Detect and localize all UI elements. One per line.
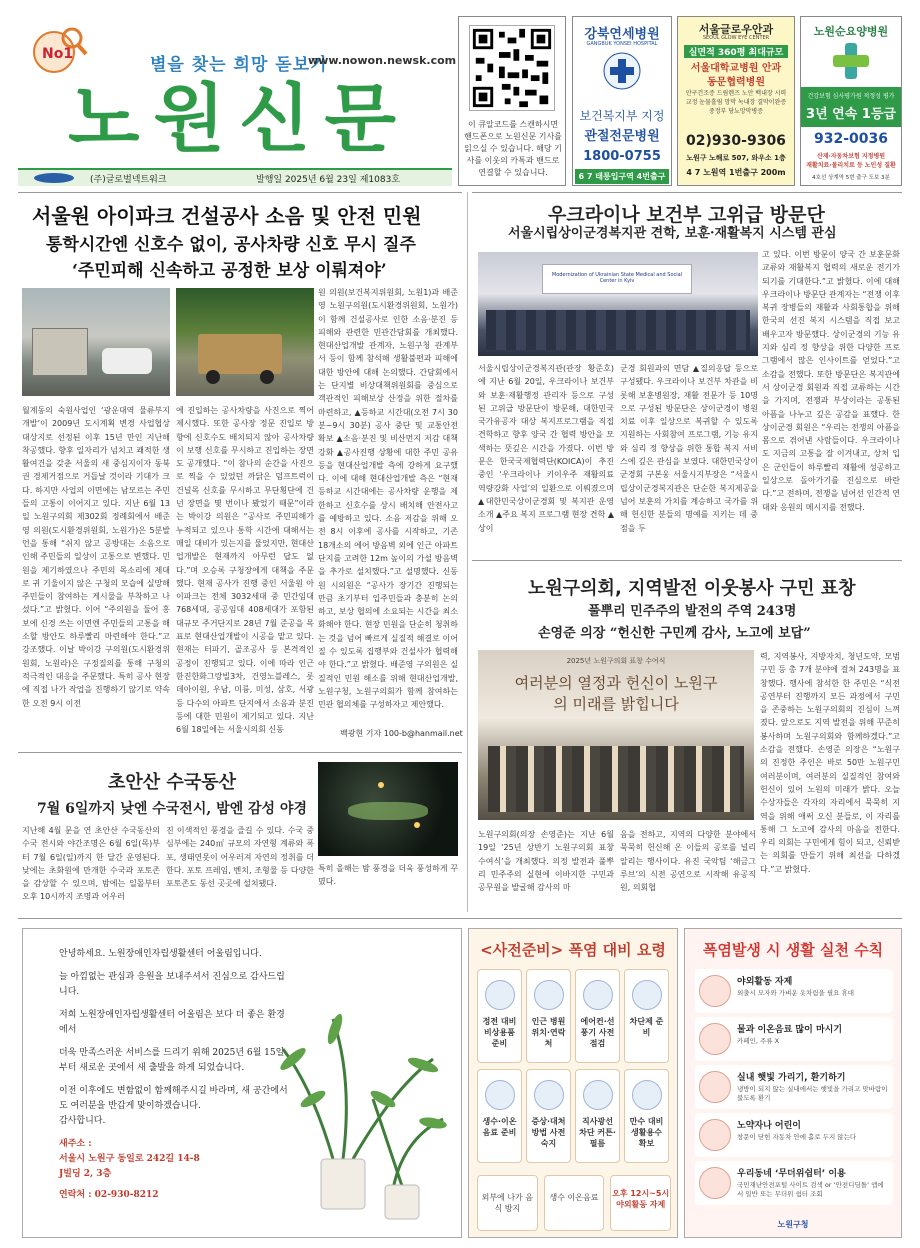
article3-photo-banner: Modernization of Ukrainian State Medical and Social Center in Kyiv [551, 272, 683, 284]
ad2-sub: SEOUL GLOW EYE CENTER [702, 35, 770, 41]
heat1-foot-2: 생수 이온음료 [544, 1175, 605, 1231]
heat1-tile-label: 만수 대비 생활용수 확보 [629, 1117, 664, 1148]
article3-column-2: 군경 회원과의 면담 ▲질의응답 등으로 구성됐다. 우크라이나 보건부 차관을 비롯해 보훈병원장, 재활 전문가 등 10명으로 구성된 방문단은 상이군경이 병원 치료 이후 일상으로 복귀할 수 있도록 지원하는 사회참여 프로그램, 기능 유지와 심리 정 향상을 위한 통합 복지 서비스에 깊은 관심을 보였다. 대한민국상이군경회 구본웅 서울시지부장은 “서울시립상이군경복지관은 단순한 복지제공을 넘어 보훈의 가치를 계승하고 국가를 위해 헌신한 분들의 명예를 지키는 데 중점을 두 [620, 364, 758, 533]
heat1-tile-icon [485, 1080, 515, 1110]
heat2-item-desc: 냉방이 되지 않는 실내에서는 햇빛을 가리고 맞바람이 불도록 환기 [737, 1085, 888, 1102]
ad3-phone: 932-0036 [814, 131, 888, 147]
medical-cross-icon [603, 51, 641, 91]
heat1-foot-1: 외부에 나가 음식 방지 [477, 1175, 538, 1231]
ad3-detail: 산재·자동차보험 지정병원 [816, 153, 886, 160]
article3-column-3: 고 있다. 이번 방문이 양국 간 보훈문화 교류와 재활복지 협력의 새로운 전기가 되기를 기대한다.”고 밝혔다. 이에 대해 우크라이나 방문단 관계자는 “전쟁 이후 복귀 장병들의 재활과 사회통합을 위해 한국의 선진 복지 시스템을 직접 보고 배우고자 방문했다. 상이군경의 기능 유지와 심리 정 향상을 위한 다양한 프로그램에서 많은 인사이트를 얻었다.”고 소감을 전했다. 또한 방문단은 복지관에서 상이군경 회원과 직접 교류하는 시간을 가지며, 전쟁과 부상이라는 공통된 아픔을 나누고 깊은 공감을 표했다. 한 상이군경 회원은 “우리는 전쟁의 아픔을 몸으로 겪어낸 사람들이다. 우크라이나도 지금의 고통을 잘 이겨내고, 상처 입은 군인들이 하루빨리 재활에 성공하고 일상으로 돌아가기를 진심으로 바란다.”고 전하며, 전쟁을 넘어선 인간적 연대와 응원의 메시지를 전했다. [762, 250, 900, 512]
heat2-item-list [695, 969, 893, 1209]
ad2-detail: 안구건조증 드림렌즈 노안 백내장 시력교정 눈물흘림 망막 녹내장 결막이완증 중정부 당뇨망막병증 [685, 90, 787, 115]
article1-subheadline-2: ‘주민피해 신속하고 공정한 보상 이뤄져야’ [72, 261, 387, 281]
article3-subheadline: 서울시립상이군경복지관 견학, 보훈·재활복지 시스템 관심 [508, 226, 837, 241]
divider [472, 192, 902, 193]
heat1-tile-icon [632, 1080, 662, 1110]
notice-paragraph-3: 더욱 만족스러운 서비스를 드리기 위해 2025년 6월 15일부터 새로운 곳에서 새 출발을 하게 되었습니다. [59, 1048, 285, 1073]
article1-byline: 백광현 기자 100-b@hanmail.net [340, 729, 463, 738]
heat1-footer [477, 1175, 671, 1231]
article1-headline[interactable]: 서울원 아이파크 건설공사 소음 및 안전 민원 [32, 204, 422, 228]
article2-headline[interactable]: 초안산 수국동산 [108, 772, 236, 793]
notice-paragraph-1: 늘 아낌없는 관심과 응원을 보내주셔서 진심으로 감사드립니다. [59, 972, 285, 997]
issue-date: 발행일 2025년 6월 23일 제1083호 [256, 175, 400, 185]
article4-subheadline-2: 손영준 의장 “헌신한 구민께 감사, 노고에 보답” [538, 626, 811, 641]
slogan: 별을 찾는 희망 돋보기 [150, 55, 328, 75]
ad2-line2: 서울대학교병원 안과 [690, 63, 782, 74]
heat2-item-icon [699, 975, 731, 1007]
article3-column-1: 서울시립상이군경복지관(관장 황준호)에 지난 6월 20일, 우크라이나 보건부와 보훈·재활행정 관리자 등으로 구성된 고위급 방문단이 방문해, 대한민국 국가유공자 대상 복지프로그램을 직접 견학하고 향후 양국 간 협력 방안을 모색하는 뜻깊은 시간을 가졌다. 이번 방문은 한국국제협력단(KOICA)이 추진 중인 ‘우크라이나 키이우주 재활의료 역량강화 사업’의 일환으로 이뤄졌으며 ▲대한민국상이군경회 및 복지관 운영 소개 ▲주요 복지 프로그램 현장 견학 ▲상이 [478, 364, 614, 533]
heat1-tile [526, 969, 571, 1063]
heat2-item-title: 실내 햇빛 가리기, 환기하기 [737, 1073, 846, 1083]
publisher-logo-icon [32, 172, 76, 184]
ad3-line1: 건강보험 심사평가원 적정성 평가 [807, 93, 895, 100]
notice-thanks: 감사합니다. [59, 1116, 106, 1126]
ad3-line2: 3년 연속 1등급 [806, 107, 896, 122]
ad2-line3: 동문협력병원 [707, 77, 765, 88]
article1-subheadline: 통학시간엔 신호수 없이, 공사차량 신호 무시 질주 [46, 235, 416, 255]
svg-text:No1: No1 [42, 46, 74, 62]
heat1-tile [575, 1069, 620, 1163]
heatwave-prep-poster[interactable] [468, 928, 678, 1238]
ad2-station: 4 7 노원역 1번출구 200m [686, 168, 786, 177]
ad1-line1: 보건복지부 지정 [579, 109, 665, 123]
heat2-item-title: 야외활동 자제 [737, 977, 793, 987]
notice-address-2: J빌딩 2, 3층 [59, 1169, 112, 1179]
heat2-item-desc: 국민재난안전포털 사이트 검색 or ‘안전디딤돌’ 앱에서 일반 또는 무더위 쉼터 조회 [737, 1181, 884, 1198]
ad3-detail2: 재활치료·물리치료 등 노인성 질환 [806, 162, 896, 169]
article4-column-2: 음을 전하고, 지역의 다양한 분야에서 묵묵히 헌신해 온 이들의 공로를 널리 알리는 행사이다. 유진 국악팀 ‘해금그루브’의 식전 공연으로 시작해 유공직원, 의회협 [620, 830, 756, 893]
heat1-tile-label: 인근 병원 위치·연락처 [531, 1017, 566, 1048]
heat2-item [695, 1017, 893, 1061]
heat2-item [695, 1161, 893, 1205]
heat1-foot-3: 오후 12시~5시 야외활동 자제 [610, 1175, 671, 1231]
article4-headline[interactable]: 노원구의회, 지역발전 이웃봉사 구민 표창 [528, 578, 856, 599]
article1-photo-construction-gate [22, 288, 170, 396]
notice-address-label: 새주소 : [59, 1139, 92, 1149]
article4-subheadline: 풀뿌리 민주주의 발전의 주역 243명 [588, 604, 797, 619]
heat1-tile-grid [477, 969, 671, 1169]
heat2-item [695, 969, 893, 1013]
heat2-item [695, 1113, 893, 1157]
heat2-item [695, 1065, 893, 1109]
newspaper-title: 노원신문 [68, 76, 410, 162]
notice-contact: 연락처 : 02-930-8212 [59, 1190, 159, 1200]
notice-greeting: 안녕하세요. 노원장애인자립생활센터 어울림입니다. [59, 949, 262, 959]
article1-photo-dump-truck [176, 288, 314, 396]
heat1-title: <사전준비> 폭염 대비 요령 [480, 941, 666, 959]
ad2-address: 노원구 노해로 507, 와우소 1층 [686, 154, 786, 162]
divider [18, 752, 462, 753]
ad3-name: 노원순요양병원 [813, 25, 889, 38]
divider [18, 918, 902, 919]
article2-subheadline: 7월 6일까지 낮엔 수국전시, 밤엔 감성 야경 [37, 801, 307, 817]
notice-text [59, 947, 289, 1203]
ad-gangbuk-yonsei[interactable] [572, 16, 672, 186]
ad-nowon-nursing-hospital[interactable] [800, 16, 902, 186]
article3-photo-delegation [478, 252, 758, 356]
publisher-name: (주)글로벌넥트워크 [90, 175, 167, 185]
heat1-tile-label: 증상·대처방법 사전 숙지 [531, 1117, 566, 1148]
health-cross-icon [831, 41, 871, 81]
column-divider [467, 192, 468, 912]
heat2-item-desc: 창문이 닫힌 자동차 안에 홀로 두지 않는다 [737, 1133, 857, 1141]
heat2-title: 폭염발생 시 생활 실천 수칙 [702, 941, 884, 959]
masthead-bar [18, 168, 452, 186]
heat2-item-icon [699, 1167, 731, 1199]
heat1-tile [624, 969, 669, 1063]
site-url[interactable]: www.nowon.newsk.com [308, 54, 457, 67]
article2-photo-night-garden [318, 762, 458, 856]
divider [18, 192, 462, 193]
heat1-tile [477, 1069, 522, 1163]
heat2-item-icon [699, 1023, 731, 1055]
article1-column-1: 월계동의 숙원사업인 ‘광운대역 물류부지 개발’이 2009년 도시계획 변경 사업협상 대상지로 선정된 이후 15년 만인 지난해 착공했다. 향후 일자리가 넘치고 쾌적한 생활여건을 갖춘 서울의 새 중심지이자 동북권 경제거점으로 거듭날 것이라 기대가 크다. 하지만 사업의 이면에는 남모르는 주민들의 고통이 이어지고 있다. 지난 6월 13일 노원구의회 제302회 정례회에서 배준영 의원(도시환경위원회, 노원가)은 5분발언을 통해 “쉬지 않고 공방대는 소음으로 인해 주민들의 일상이 고통으로 변했다. 민원을 제기하였으나 주민의 목소리에 제대로 귀 기울이지 않은 구청의 모습에 실망해 주민들이 참여하는 게시물을 부착하고 나섰다.”고 밝혔다. 이어 “주의원을 둘어 홍보에 신경 쓰는 이면엔 주민들의 고통을 해소할 방안도 하루빨리 마련해야 한다.”고 강조했다. 이날 박이강 구의원(도시환경위원회, 노원라)은 구정질의를 통해 구청의 적극적인 대응을 주문했다. 특히 공사 현장에 직접 나가 작업을 진행하기 않기로 약속한 오전 9시 이전 [22, 406, 170, 708]
qr-box [458, 16, 566, 186]
article2-column-1: 지난해 4월 문을 연 초안산 수국동산의 수국 전시와 야간조명은 6월 6일(목)부터 7월 6일(일)까지 한 달간 운영된다. 낮에는 초화원에 만개한 수국과 포토존을 감상할 수 있으며, 밤에는 일몰부터 오후 10시까지 조명과 어우러 [22, 826, 160, 902]
article1-column-3: 원 의원(보건복지위원회, 노원1)과 배준영 노원구의원(도시환경위원회, 노원가)이 함께 건설공사로 인한 소음·분진 등 피해와 관련한 민관간담회를 개최했다. 현대산업개발 관계자, 노원구청 관계부서 등이 함께 참석해 생활불편과 피해에 대한 방안에 대해 논의했다. 간담회에서는 단지별 비상대책위원회를 중심으로 객관적인 피해보상 산정을 위한 절차를 마련하고, ▲등하교 시간대(오전 7시 30분~9시 30분) 공사 중단 및 교통안전 확보 ▲소음·분진 및 비산먼지 저감 대책 강화 ▲공사진행 상황에 대한 주민 공유 등을 현대산업개발 측에 강하게 요구했다. 이에 대해 현대산업개발 측은 “현재 등하교 시간대에는 공사차량 운행을 제한하고 신호수를 상시 배치해 안전사고를 예방하고 있다. 소음 저감을 위해 오전 8시 이후에 공사를 시작하고, 기존 18개소의 에어 방음벽 외에 인근 아파트 단지를 고려한 12m 높이의 가설 방음벽을 추가로 설치했다.”고 설명했다. 신동원 시의원은 “공사가 장기간 진행되는 만큼 초기부터 입주민들과 충분히 논의하고, 보상 협의에 소요되는 시간을 최소화해야 한다. 현장 민원을 단순히 청취하는 것을 넘어 빠르게 실질적 해결로 이어질 수 있도록 집행부와 건설사가 협력해야 한다.”고 밝혔다. 배준영 구의원은 실질적인 민원 해소를 위해 현대산업개발, 노원구청, 노원구의회가 함께 참여하는 민관 협의체를 구성하자고 제안했다. [318, 288, 458, 710]
heatwave-rules-poster[interactable] [684, 928, 902, 1238]
ad1-line2: 관절전문병원 [584, 129, 660, 144]
article4-column-1: 노원구의회(의장 손영준)는 지난 6월 19일 ‘25년 상반기 노원구의회 표창 수여식’을 개최했다. 의정 발전과 풀뿌리 민주주의 실현에 이바지한 구민과 공무원을 발굴해 감사의 마 [478, 830, 614, 893]
article4-photo-caption: 2025년 노원구의회 표창 수여식 [566, 657, 666, 665]
heat1-tile-icon [632, 980, 662, 1010]
ad2-name: 서울글로우안과 [698, 23, 774, 36]
divider [472, 560, 902, 561]
notice-paragraph-2: 저희 노원장애인자립생활센터 어울림은 보다 더 좋은 환경에서 [59, 1010, 285, 1035]
heat1-tile-icon [485, 980, 515, 1010]
article2-column-3: 특히 올해는 밤 풍경을 더욱 풍성하게 꾸몄다. [318, 864, 458, 887]
article3-headline[interactable]: 우크라이나 보건부 고위급 방문단 [548, 204, 825, 226]
notice-paragraph-4: 이전 이후에도 변함없이 함께해주시길 바라며, 새 공간에서도 여러분을 반갑게 맞이하겠습니다. [59, 1086, 288, 1111]
notice-relocation-ad[interactable] [22, 928, 462, 1238]
heat2-item-icon [699, 1071, 731, 1103]
heat1-tile-label: 에어컨·선풍기 사전 점검 [580, 1017, 615, 1048]
heat1-tile-icon [534, 980, 564, 1010]
heat1-tile-label: 직사광선 차단 커튼·필름 [579, 1117, 616, 1148]
heat2-item-icon [699, 1119, 731, 1151]
article1-column-2: 에 진입하는 공사차량을 사진으로 찍어 제시했다. 또한 공사장 정문 진입로 방향에 신호수도 배치되지 않아 공사차량이 보행 신호를 무시하고 진입하는 장면도 공개했다. “이 참나의 순간을 사진으로 찍을 수 있었던 까닭은 덤프트럭이 건널목 신호를 무시하고 무단횡단에 건넌 장면을 몇 번이나 봤었기 때문”이라는 박이강 의원은 “공사로 주민피해가 누적되고 있으나 통학 시간에 대해서는 매일 대비가 있는지를 물었지만, 현대산업개발은 현재까지 아무런 답도 없다.”며 오승록 구청장에게 대책을 주문했다. 현재 공사가 진행 중인 서울원 아이파크는 전체 3032세대 중 민간임대 768세대, 공공임대 408세대가 포함된 대규모 주거단지로 28년 7월 준공을 목표로 현대산업개발이 시공을 맡고 있다. 현재는 터파기, 골조공사 등 본격적인 공정이 진행되고 있다. 이에 따라 인근 한진한화그랑빌3차, 건영노블레스, 롯데아이원, 우남, 미륭, 미성, 삼호, 서광 등 다수의 아파트 단지에서 소음과 분진 등에 대한 민원이 제기되고 있다. 지난 6월 18일에는 서울시의회 신동 [176, 406, 314, 735]
potted-plant-icon [273, 1009, 453, 1231]
heat2-item-desc: 외출시 모자와 가벼운 옷차림을 필요 휴대 [737, 989, 855, 997]
heat2-org: 노원구청 [777, 1220, 809, 1229]
notice-address-1: 서울시 노원구 동일로 242길 14-8 [59, 1154, 200, 1164]
masthead [18, 14, 457, 186]
heat1-tile-icon [534, 1080, 564, 1110]
heat1-tile [477, 969, 522, 1063]
qr-instructions: 이 큐알코드를 스캔하시면 핸드폰으로 노원신문 기사를 읽으실 수 있습니다. 해당 기사를 이웃의 카톡과 밴드로 연결할 수 있습니다. [464, 120, 562, 177]
heat1-tile-label: 생수·이온음료 준비 [482, 1117, 517, 1137]
ad1-sub: GANGBUK YONSEI HOSPITAL [586, 41, 658, 47]
heat2-item-title: 물과 이온음료 많이 마시기 [737, 1025, 843, 1035]
article4-photo-banner: 여러분의 열정과 헌신이 노원구의 미래를 밝힙니다 [514, 674, 718, 713]
heat1-tile [624, 1069, 669, 1163]
heat2-item-title: 우리동네 ‘무더위쉼터’ 이용 [737, 1169, 846, 1179]
heat1-tile [575, 969, 620, 1063]
heat1-tile-icon [583, 1080, 613, 1110]
no1-logo-icon [28, 24, 92, 76]
article2-column-2: 진 이색적인 풍경을 즐길 수 있다. 수국 중심부에는 240㎡ 규모의 자연형 계류와 폭포, 생태연못이 어우러져 자연의 정취를 더한다. 포토 프레임, 벤치, 조형물 등 다양한 포토존도 동선 곳곳에 설치됐다. [166, 826, 314, 889]
article4-column-3: 력, 지역봉사, 지방자치, 청년도약, 모범구민 등 총 7개 분야에 걸쳐 243명을 표창했다. 행사에 참석한 한 주민은 “식전공연부터 진행까지 모든 과정에서 구민을 존중하는 노원구의회의 진심이 느껴졌다. 앞으로도 지역 발전을 위해 꾸준히 봉사하며 노원구의회와 함께하겠다.”고 소감을 전했다. 손영준 의장은 “노원구의 진정한 주인은 바로 50만 노원구민 여러분이며, 여러분의 실질적인 참여와 헌신이 있어 노원의 미래가 밝다. 오늘 수상자들은 각자의 자리에서 묵묵히 지역을 위해 애써 오신 분들로, 이 자리를 통해 그 노고에 감사의 마음을 전한다. 우리 의회는 구민에게 힘이 되고, 신뢰받는 의회를 만들기 위해 최선을 다하겠다.”고 밝혔다. [760, 652, 900, 874]
ad2-line1: 실면적 360평 최대규모 [684, 45, 788, 58]
ad1-station: 6 7 태릉입구역 4번출구 [575, 169, 669, 184]
ad2-phone: 02)930-9306 [686, 133, 786, 149]
heat1-tile-icon [583, 980, 613, 1010]
heat1-tile-label: 정전 대비 비상용품 준비 [482, 1017, 517, 1048]
ad1-phone: 1800-0755 [583, 149, 661, 164]
qr-code[interactable] [469, 25, 555, 111]
article4-photo-award-ceremony [478, 650, 754, 820]
ad-seoul-glow-eye[interactable] [677, 16, 795, 186]
heat1-tile [526, 1069, 571, 1163]
heat1-tile-label: 차단제 준비 [629, 1017, 664, 1037]
ad3-address: 4호선 상계역 5번 출구 도보 3분 [812, 175, 890, 181]
ad1-name: 강북연세병원 [584, 27, 660, 42]
heat2-item-title: 노약자나 어린이 [737, 1121, 801, 1131]
heat2-item-desc: 카페인, 주류 X [737, 1037, 780, 1045]
